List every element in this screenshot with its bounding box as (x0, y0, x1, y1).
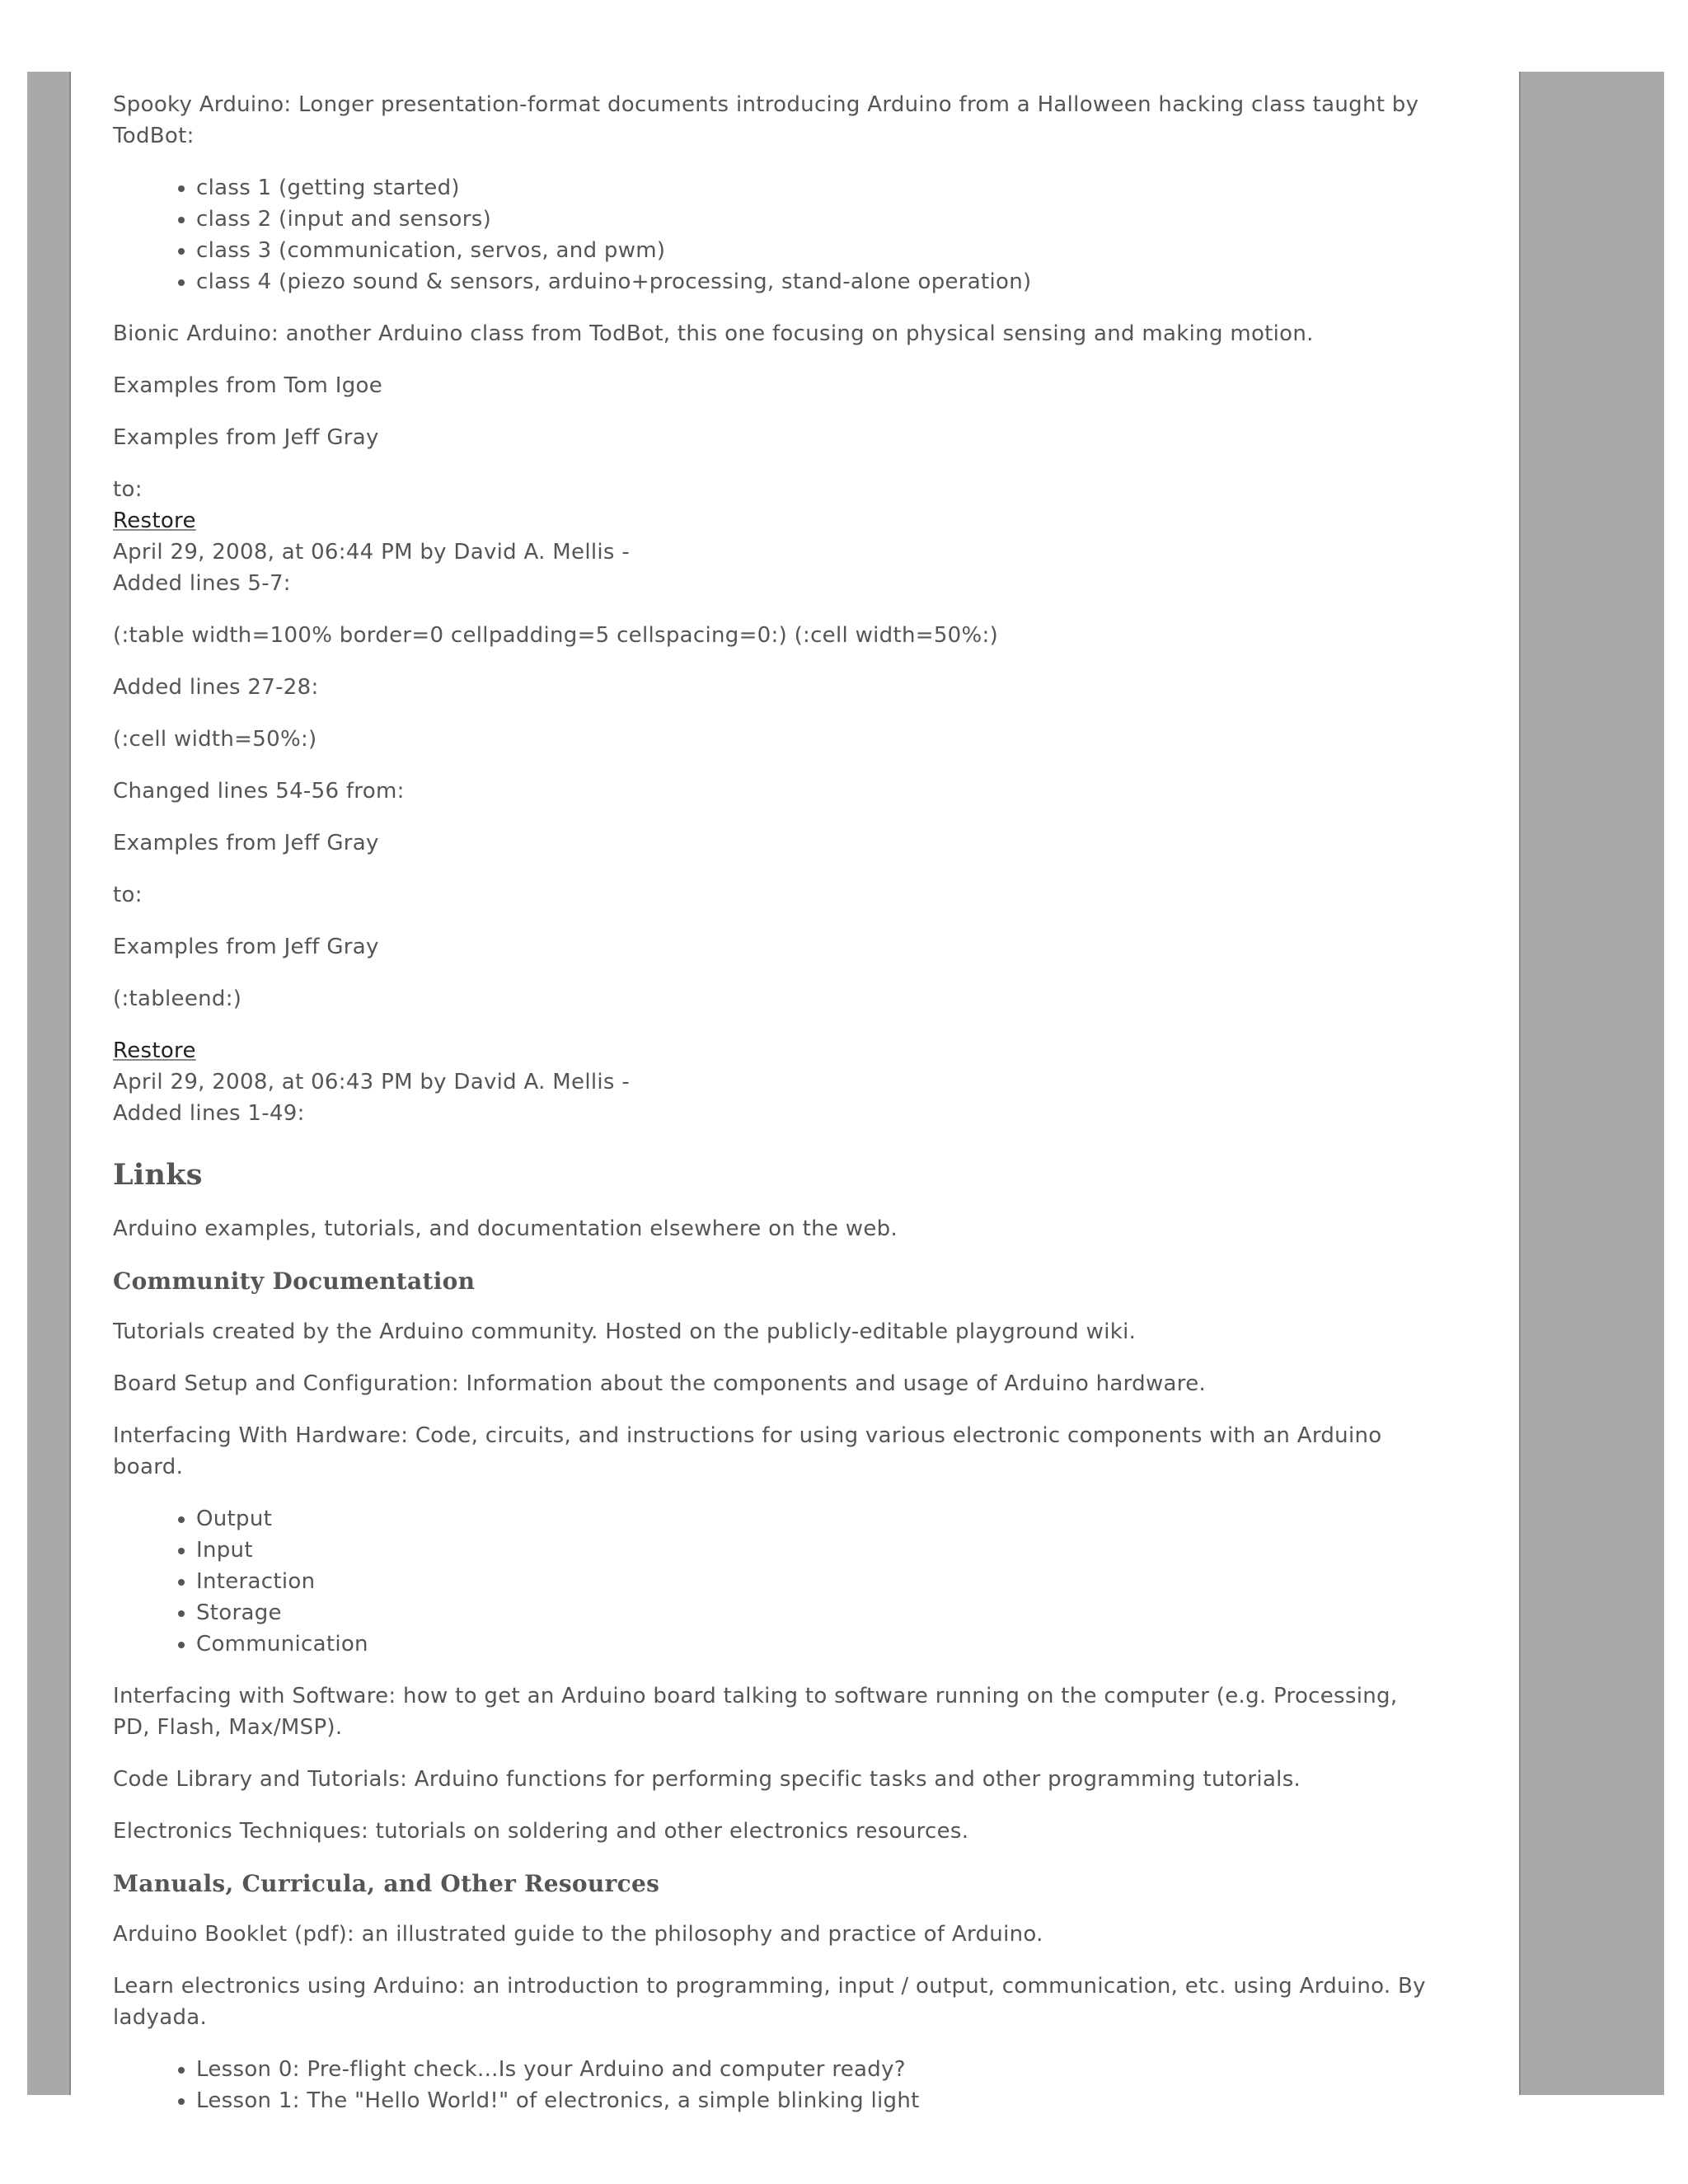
board-setup-text: Board Setup and Configuration: Information about the components and usage of Arduino hardware. (113, 1371, 1207, 1396)
manuals-heading: Manuals, Curricula, and Other Resources (113, 1870, 660, 1897)
to-text: to: (113, 477, 143, 502)
revision-meta: April 29, 2008, at 06:44 PM by David A. Mellis - (113, 540, 630, 565)
interfacing-hardware-text: Interfacing With Hardware: Code, circuits, and instructions for using various electronic components with an Arduino board. (113, 1423, 1382, 1479)
diff-changed-label: Changed lines 54-56 from: (113, 779, 405, 804)
diff-added-label: Added lines 5-7: (113, 571, 291, 596)
cell-markup-text: (:cell width=50%:) (113, 727, 317, 752)
list-item: • Lesson 0: Pre-flight check...Is your Arduino and computer ready? (196, 2054, 1432, 2085)
to-text: to: (113, 883, 143, 907)
interfacing-software-text: Interfacing with Software: how to get an Arduino board talking to software running on the computer (e.g. Processing, PD, Flash, Max/MSP). (113, 1684, 1398, 1740)
diff-added-label: Added lines 27-28: (113, 675, 319, 700)
code-library-text: Code Library and Tutorials: Arduino functions for performing specific tasks and other programming tutorials. (113, 1767, 1301, 1792)
community-intro: Tutorials created by the Arduino community. Hosted on the publicly-editable playground wiki. (113, 1319, 1137, 1344)
list-item: • Storage (196, 1597, 1432, 1629)
jeff-gray-text: Examples from Jeff Gray (113, 935, 379, 959)
community-heading: Community Documentation (113, 1268, 476, 1295)
hardware-topic-list (113, 1503, 1432, 1660)
revision-meta: April 29, 2008, at 06:43 PM by David A. Mellis - (113, 1070, 630, 1094)
list-item: • Interaction (196, 1566, 1432, 1597)
main-content (113, 89, 1432, 2137)
list-item: • class 2 (input and sensors) (196, 204, 1432, 235)
restore-link[interactable]: Restore (113, 1038, 196, 1063)
learn-electronics-text: Learn electronics using Arduino: an introduction to programming, input / output, communication, etc. using Arduino. By ladyada. (113, 1974, 1426, 2030)
revision-entry (113, 505, 1432, 599)
list-item: • Communication (196, 1629, 1432, 1660)
jeff-gray-text: Examples from Jeff Gray (113, 425, 379, 450)
left-sidebar-bar (27, 72, 71, 2095)
list-item: • class 1 (getting started) (196, 172, 1432, 204)
links-heading: Links (113, 1158, 203, 1192)
tableend-markup-text: (:tableend:) (113, 987, 242, 1011)
table-markup-text: (:table width=100% border=0 cellpadding=5 cellspacing=0:) (:cell width=50%:) (113, 623, 999, 648)
bionic-text: Bionic Arduino: another Arduino class from TodBot, this one focusing on physical sensing and making motion. (113, 321, 1314, 346)
spooky-class-list (113, 172, 1432, 298)
spooky-intro: Spooky Arduino: Longer presentation-format documents introducing Arduino from a Halloween hacking class taught by TodBot: (113, 92, 1419, 148)
jeff-gray-text: Examples from Jeff Gray (113, 831, 379, 855)
diff-added-label: Added lines 1-49: (113, 1101, 305, 1126)
list-item: • Input (196, 1535, 1432, 1566)
lesson-list (113, 2054, 1432, 2116)
revision-entry (113, 1035, 1432, 1129)
tom-igoe-text: Examples from Tom Igoe (113, 373, 383, 398)
electronics-techniques-text: Electronics Techniques: tutorials on soldering and other electronics resources. (113, 1819, 969, 1844)
right-sidebar-bar (1519, 72, 1664, 2095)
list-item: • class 4 (piezo sound & sensors, arduino+processing, stand-alone operation) (196, 266, 1432, 298)
list-item: • class 3 (communication, servos, and pwm) (196, 235, 1432, 266)
list-item: • Lesson 1: The "Hello World!" of electronics, a simple blinking light (196, 2085, 1432, 2116)
list-item: • Output (196, 1503, 1432, 1535)
booklet-text: Arduino Booklet (pdf): an illustrated guide to the philosophy and practice of Arduino. (113, 1922, 1043, 1947)
links-intro: Arduino examples, tutorials, and documentation elsewhere on the web. (113, 1216, 898, 1241)
restore-link[interactable]: Restore (113, 509, 196, 533)
